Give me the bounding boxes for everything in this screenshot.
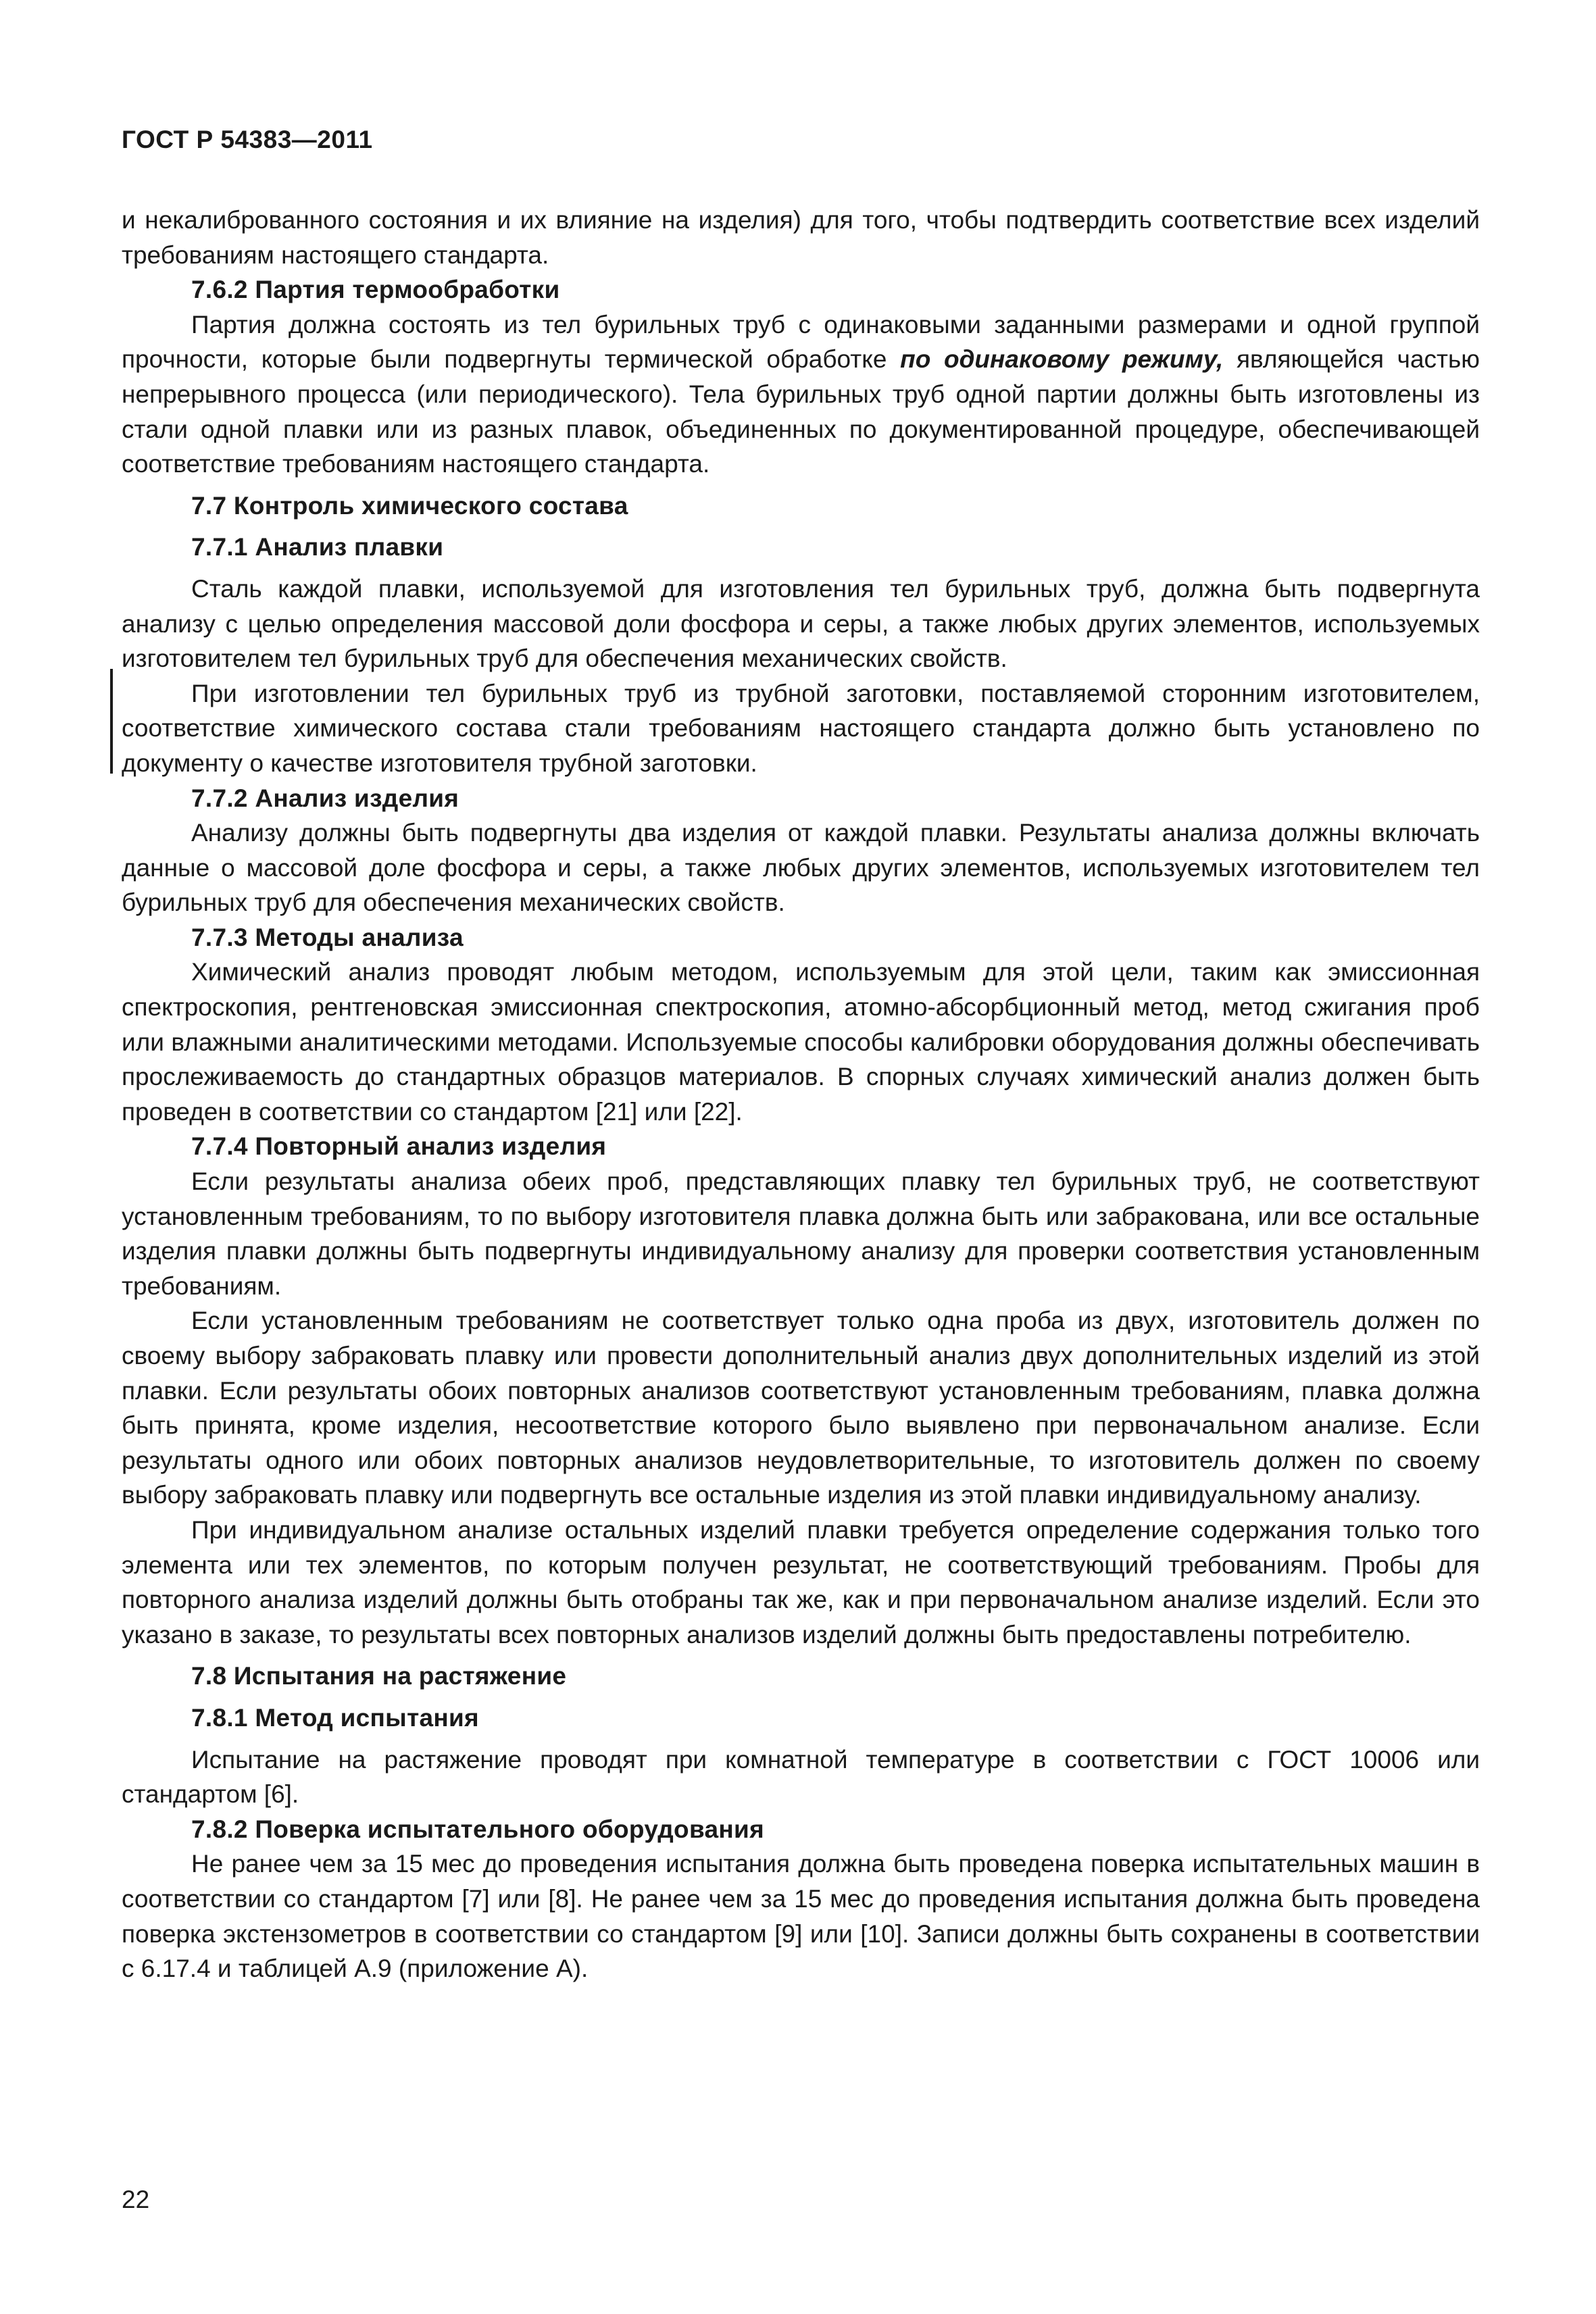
document-body — [122, 203, 1480, 1986]
section-heading-7-6-2: 7.6.2 Партия термообработки — [191, 276, 560, 304]
section-heading-7-8-1: 7.8.1 Метод испытания — [191, 1703, 479, 1732]
paragraph-7-7-4-c: При индивидуальном анализе остальных изделий плавки требуется определение содержания только того элемента или тех элементов, по которым получен результат, не соответствующий требованиям. Пробы для повторного анализа изделий должны быть отобраны так же, как и при первоначальном анализе изделий. Если это указано в заказе, то результаты всех повторных анализов изделий должны быть предоставлены потребителю. — [122, 1515, 1480, 1649]
emphasized-text: по одинаковому режиму, — [900, 345, 1224, 374]
section-heading-7-7-1: 7.7.1 Анализ плавки — [191, 533, 444, 561]
section-heading-7-8: 7.8 Испытания на растяжение — [191, 1662, 567, 1690]
paragraph-7-8-1: Испытание на растяжение проводят при комнатной температуре в соответствии с ГОСТ 10006 или стандартом [6]. — [122, 1745, 1480, 1809]
document-code-header: ГОСТ Р 54383—2011 — [122, 126, 373, 153]
section-heading-7-8-2: 7.8.2 Поверка испытательного оборудования — [191, 1815, 764, 1843]
section-heading-7-7-3: 7.7.3 Методы анализа — [191, 923, 464, 951]
section-heading-7-7-4: 7.7.4 Повторный анализ изделия — [191, 1132, 607, 1161]
paragraph-7-7-3: Химический анализ проводят любым методом, используемым для этой цели, таким как эмиссионная спектроскопия, рентгеновская эмиссионная спектроскопия, атомно-абсорбционный метод, метод сжигания проб или влажными аналитическими методами. Используемые способы калибровки оборудования должны обеспечивать прослеживаемость до стандартных образцов материалов. В спорных случаях химический анализ должен быть проведен в соответствии со стандартом [21] или [22]. — [122, 958, 1480, 1126]
paragraph-7-8-2: Не ранее чем за 15 мес до проведения испытания должна быть проведена поверка испытательных машин в соответствии со стандартом [7] или [8]. Не ранее чем за 15 мес до проведения испытания должна быть проведена поверка экстензометров в соответствии со стандартом [9] или [10]. Записи должны быть сохранены в соответствии с 6.17.4 и таблицей А.9 (приложение А). — [122, 1850, 1480, 1983]
paragraph-7-7-1-b: При изготовлении тел бурильных труб из трубной заготовки, поставляемой сторонним изготовителем, соответствие химического состава стали требованиям настоящего стандарта должно быть установлено по документу о качестве изготовителя трубной заготовки. — [122, 679, 1480, 777]
paragraph-7-7-1-a: Сталь каждой плавки, используемой для изготовления тел бурильных труб, должна быть подвергнута анализу с целью определения массовой доли фосфора и серы, а также любых других элементов, используемых изготовителем тел бурильных труб для обеспечения механических свойств. — [122, 574, 1480, 673]
paragraph-7-7-2: Анализу должны быть подвергнуты два изделия от каждой плавки. Результаты анализа должны включать данные о массовой доле фосфора и серы, а также любых других элементов, используемых изготовителем тел бурильных труб для обеспечения механических свойств. — [122, 819, 1480, 917]
paragraph-7-6-2 — [122, 307, 1480, 482]
paragraph-text: являющейся частью непрерывного процесса (или периодического). Тела бурильных труб одной партии должны быть изготовлены из стали одной плавки или из разных плавок, объединенных по документированной процедуре, обеспечивающей соответствие требованиям настоящего стандарта. — [122, 345, 1480, 478]
page-number: 22 — [122, 2186, 150, 2213]
continuation-paragraph: и некалиброванного состояния и их влияние на изделия) для того, чтобы подтвердить соответствие всех изделий требованиям настоящего стандарта. — [122, 206, 1480, 269]
paragraph-7-7-4-a: Если результаты анализа обеих проб, представляющих плавку тел бурильных труб, не соответствуют установленным требованиям, то по выбору изготовителя плавка должна быть или забракована, или все остальные изделия плавки должны быть подвергнуты индивидуальному анализу для проверки соответствия установленным требованиям. — [122, 1167, 1480, 1300]
paragraph-text: Партия должна состоять из тел бурильных труб с одинаковыми заданными размерами и одной группой прочности, которые были подвергнуты термической обработке — [122, 310, 1480, 374]
paragraph-7-7-4-b: Если установленным требованиям не соответствует только одна проба из двух, изготовитель должен по своему выбору забраковать плавку или провести дополнительный анализ двух дополнительных изделий из этой плавки. Если результаты обоих повторных анализов соответствуют установленным требованиям, плавка должна быть принята, кроме изделия, несоответствие которого было выявлено при первоначальном анализе. Если результаты одного или обоих повторных анализов неудовлетворительные, то изготовитель должен по своему выбору забраковать плавку или подвергнуть все остальные изделия из этой плавки индивидуальному анализу. — [122, 1307, 1480, 1509]
section-heading-7-7-2: 7.7.2 Анализ изделия — [191, 784, 459, 812]
change-marker-bar — [110, 669, 113, 774]
section-heading-7-7: 7.7 Контроль химического состава — [191, 491, 628, 520]
